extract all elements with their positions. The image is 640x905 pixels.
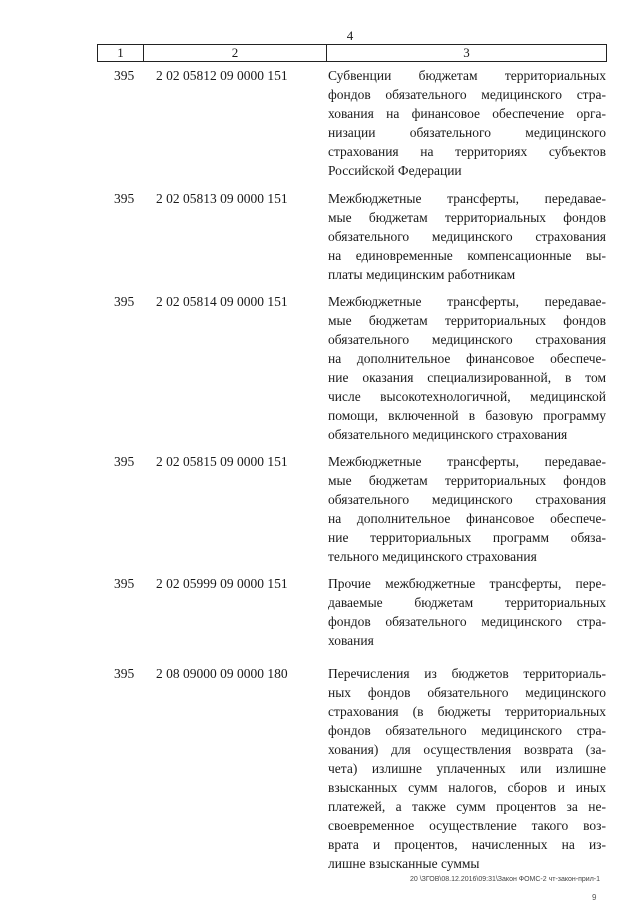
description-line: хования на финансовое обеспечение орга- bbox=[328, 106, 606, 121]
description-line: страхования (в бюджеты территориальных bbox=[328, 704, 606, 719]
admin-code: 395 bbox=[114, 666, 135, 681]
row-description bbox=[328, 574, 606, 650]
row-description bbox=[328, 189, 606, 284]
budget-classification-code: 2 02 05815 09 0000 151 bbox=[156, 454, 288, 469]
description-line: на единовременные компенсационные вы- bbox=[328, 248, 606, 263]
row-description bbox=[328, 664, 606, 873]
description-line: Субвенции бюджетам территориальных bbox=[328, 68, 606, 83]
budget-classification-code: 2 02 05813 09 0000 151 bbox=[156, 191, 288, 206]
description-line: обязательного медицинского страхования bbox=[328, 492, 606, 507]
page-number: 4 bbox=[346, 28, 354, 43]
description-line: врата и процентов, начисленных на из- bbox=[328, 837, 606, 852]
description-line: числе высокотехнологичной, медицинской bbox=[328, 389, 606, 404]
description-line: ных фондов обязательного медицинского bbox=[328, 685, 606, 700]
description-line: на дополнительное финансовое обеспече- bbox=[328, 511, 606, 526]
admin-code: 395 bbox=[114, 454, 135, 469]
description-line: фондов обязательного медицинского стра- bbox=[328, 87, 606, 102]
budget-classification-code: 2 02 05814 09 0000 151 bbox=[156, 294, 288, 309]
table-header-col-1: 1 bbox=[98, 45, 144, 61]
description-line: Межбюджетные трансферты, передавае- bbox=[328, 294, 606, 309]
row-description bbox=[328, 66, 606, 180]
description-line: фондов обязательного медицинского стра- bbox=[328, 614, 606, 629]
description-line: тельного медицинского страхования bbox=[328, 549, 537, 564]
row-description bbox=[328, 292, 606, 444]
description-line: ние оказания специализированной, в том bbox=[328, 370, 606, 385]
description-line: страхования на территориях субъектов bbox=[328, 144, 606, 159]
description-line: даваемые бюджетам территориальных bbox=[328, 595, 606, 610]
description-line: Перечисления из бюджетов территориаль- bbox=[328, 666, 606, 681]
description-line: платы медицинским работникам bbox=[328, 267, 516, 282]
description-line: платежей, а также сумм процентов за не- bbox=[328, 799, 606, 814]
description-line: Межбюджетные трансферты, передавае- bbox=[328, 191, 606, 206]
table-header-col-2: 2 bbox=[144, 45, 327, 61]
description-line: фондов обязательного медицинского стра- bbox=[328, 723, 606, 738]
table-header bbox=[97, 44, 607, 62]
description-line: обязательного медицинского страхования bbox=[328, 427, 568, 442]
description-line: мые бюджетам территориальных фондов bbox=[328, 473, 606, 488]
budget-classification-code: 2 08 09000 09 0000 180 bbox=[156, 666, 288, 681]
admin-code: 395 bbox=[114, 191, 135, 206]
description-line: хования bbox=[328, 633, 374, 648]
document-footer-stamp: 20 \ЗГОВ\08.12.2016\09:31\Закон ФОМС-2 чт-закон-прил-1 bbox=[410, 876, 601, 883]
description-line: Межбюджетные трансферты, передавае- bbox=[328, 454, 606, 469]
admin-code: 395 bbox=[114, 576, 135, 591]
description-line: обязательного медицинского страхования bbox=[328, 332, 606, 347]
description-line: чета) излишне уплаченных или излишне bbox=[328, 761, 606, 776]
description-line: обязательного медицинского страхования bbox=[328, 229, 606, 244]
table-header-col-3: 3 bbox=[463, 45, 470, 60]
description-line: низации обязательного медицинского bbox=[328, 125, 606, 140]
description-line: хования) для осуществления возврата (за- bbox=[328, 742, 606, 757]
corner-page-mark: 9 bbox=[592, 893, 597, 902]
row-description bbox=[328, 452, 606, 566]
admin-code: 395 bbox=[114, 68, 135, 83]
description-line: помощи, включенной в базовую программу bbox=[328, 408, 606, 423]
description-line: на дополнительное финансовое обеспече- bbox=[328, 351, 606, 366]
description-line: своевременное осуществление такого воз- bbox=[328, 818, 606, 833]
description-line: мые бюджетам территориальных фондов bbox=[328, 313, 606, 328]
description-line: лишне взысканные суммы bbox=[328, 856, 480, 871]
admin-code: 395 bbox=[114, 294, 135, 309]
description-line: взысканных сумм налогов, сборов и иных bbox=[328, 780, 606, 795]
description-line: мые бюджетам территориальных фондов bbox=[328, 210, 606, 225]
description-line: Российской Федерации bbox=[328, 163, 462, 178]
description-line: ние территориальных программ обяза- bbox=[328, 530, 606, 545]
budget-classification-code: 2 02 05812 09 0000 151 bbox=[156, 68, 288, 83]
budget-classification-code: 2 02 05999 09 0000 151 bbox=[156, 576, 288, 591]
description-line: Прочие межбюджетные трансферты, пере- bbox=[328, 576, 606, 591]
